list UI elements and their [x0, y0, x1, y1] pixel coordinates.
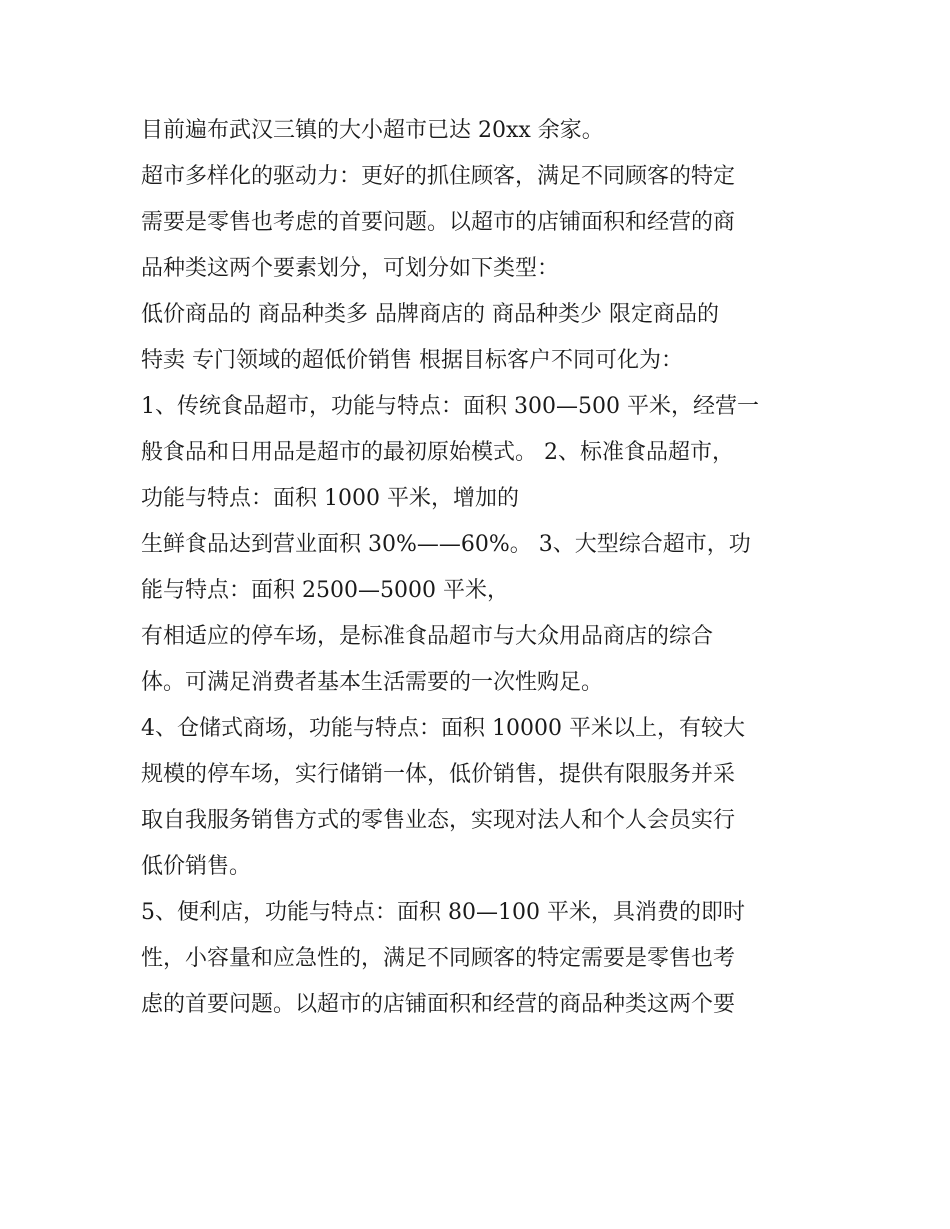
document-body	[141, 108, 821, 1028]
text-line: 5、便利店，功能与特点：面积 80—100 平米，具消费的即时	[141, 900, 745, 925]
text-line: 4、仓储式商场，功能与特点：面积 10000 平米以上，有较大	[141, 716, 745, 741]
text-line: 生鲜食品达到营业面积 30%——60%。 3、大型综合超市，功	[141, 532, 751, 557]
text-line: 有相适应的停车场，是标准食品超市与大众用品商店的综合	[141, 624, 714, 649]
text-line: 性，小容量和应急性的，满足不同顾客的特定需要是零售也考	[141, 946, 736, 971]
text-line: 品种类这两个要素划分，可划分如下类型：	[141, 256, 560, 281]
text-line: 规模的停车场，实行储销一体，低价销售，提供有限服务并采	[141, 762, 736, 787]
text-line: 1、传统食品超市，功能与特点：面积 300—500 平米，经营一	[141, 394, 759, 419]
text-line: 需要是零售也考虑的首要问题。以超市的店铺面积和经营的商	[141, 210, 736, 235]
text-line: 虑的首要问题。以超市的店铺面积和经营的商品种类这两个要	[141, 992, 736, 1017]
text-line: 低价商品的 商品种类多 品牌商店的 商品种类少 限定商品的	[141, 302, 719, 327]
text-line: 能与特点：面积 2500—5000 平米，	[141, 578, 509, 603]
text-line: 特卖 专门领域的超低价销售 根据目标客户不同可化为：	[141, 348, 683, 373]
text-line: 体。可满足消费者基本生活需要的一次性购足。	[141, 670, 604, 695]
text-line: 目前遍布武汉三镇的大小超市已达 20xx 余家。	[141, 118, 604, 143]
text-line: 低价销售。	[141, 854, 252, 879]
text-line: 取自我服务销售方式的零售业态，实现对法人和个人会员实行	[141, 808, 736, 833]
text-line: 超市多样化的驱动力：更好的抓住顾客，满足不同顾客的特定	[141, 164, 736, 189]
text-line: 功能与特点：面积 1000 平米，增加的	[141, 486, 519, 511]
text-line: 般食品和日用品是超市的最初原始模式。 2、标准食品超市，	[141, 440, 734, 465]
